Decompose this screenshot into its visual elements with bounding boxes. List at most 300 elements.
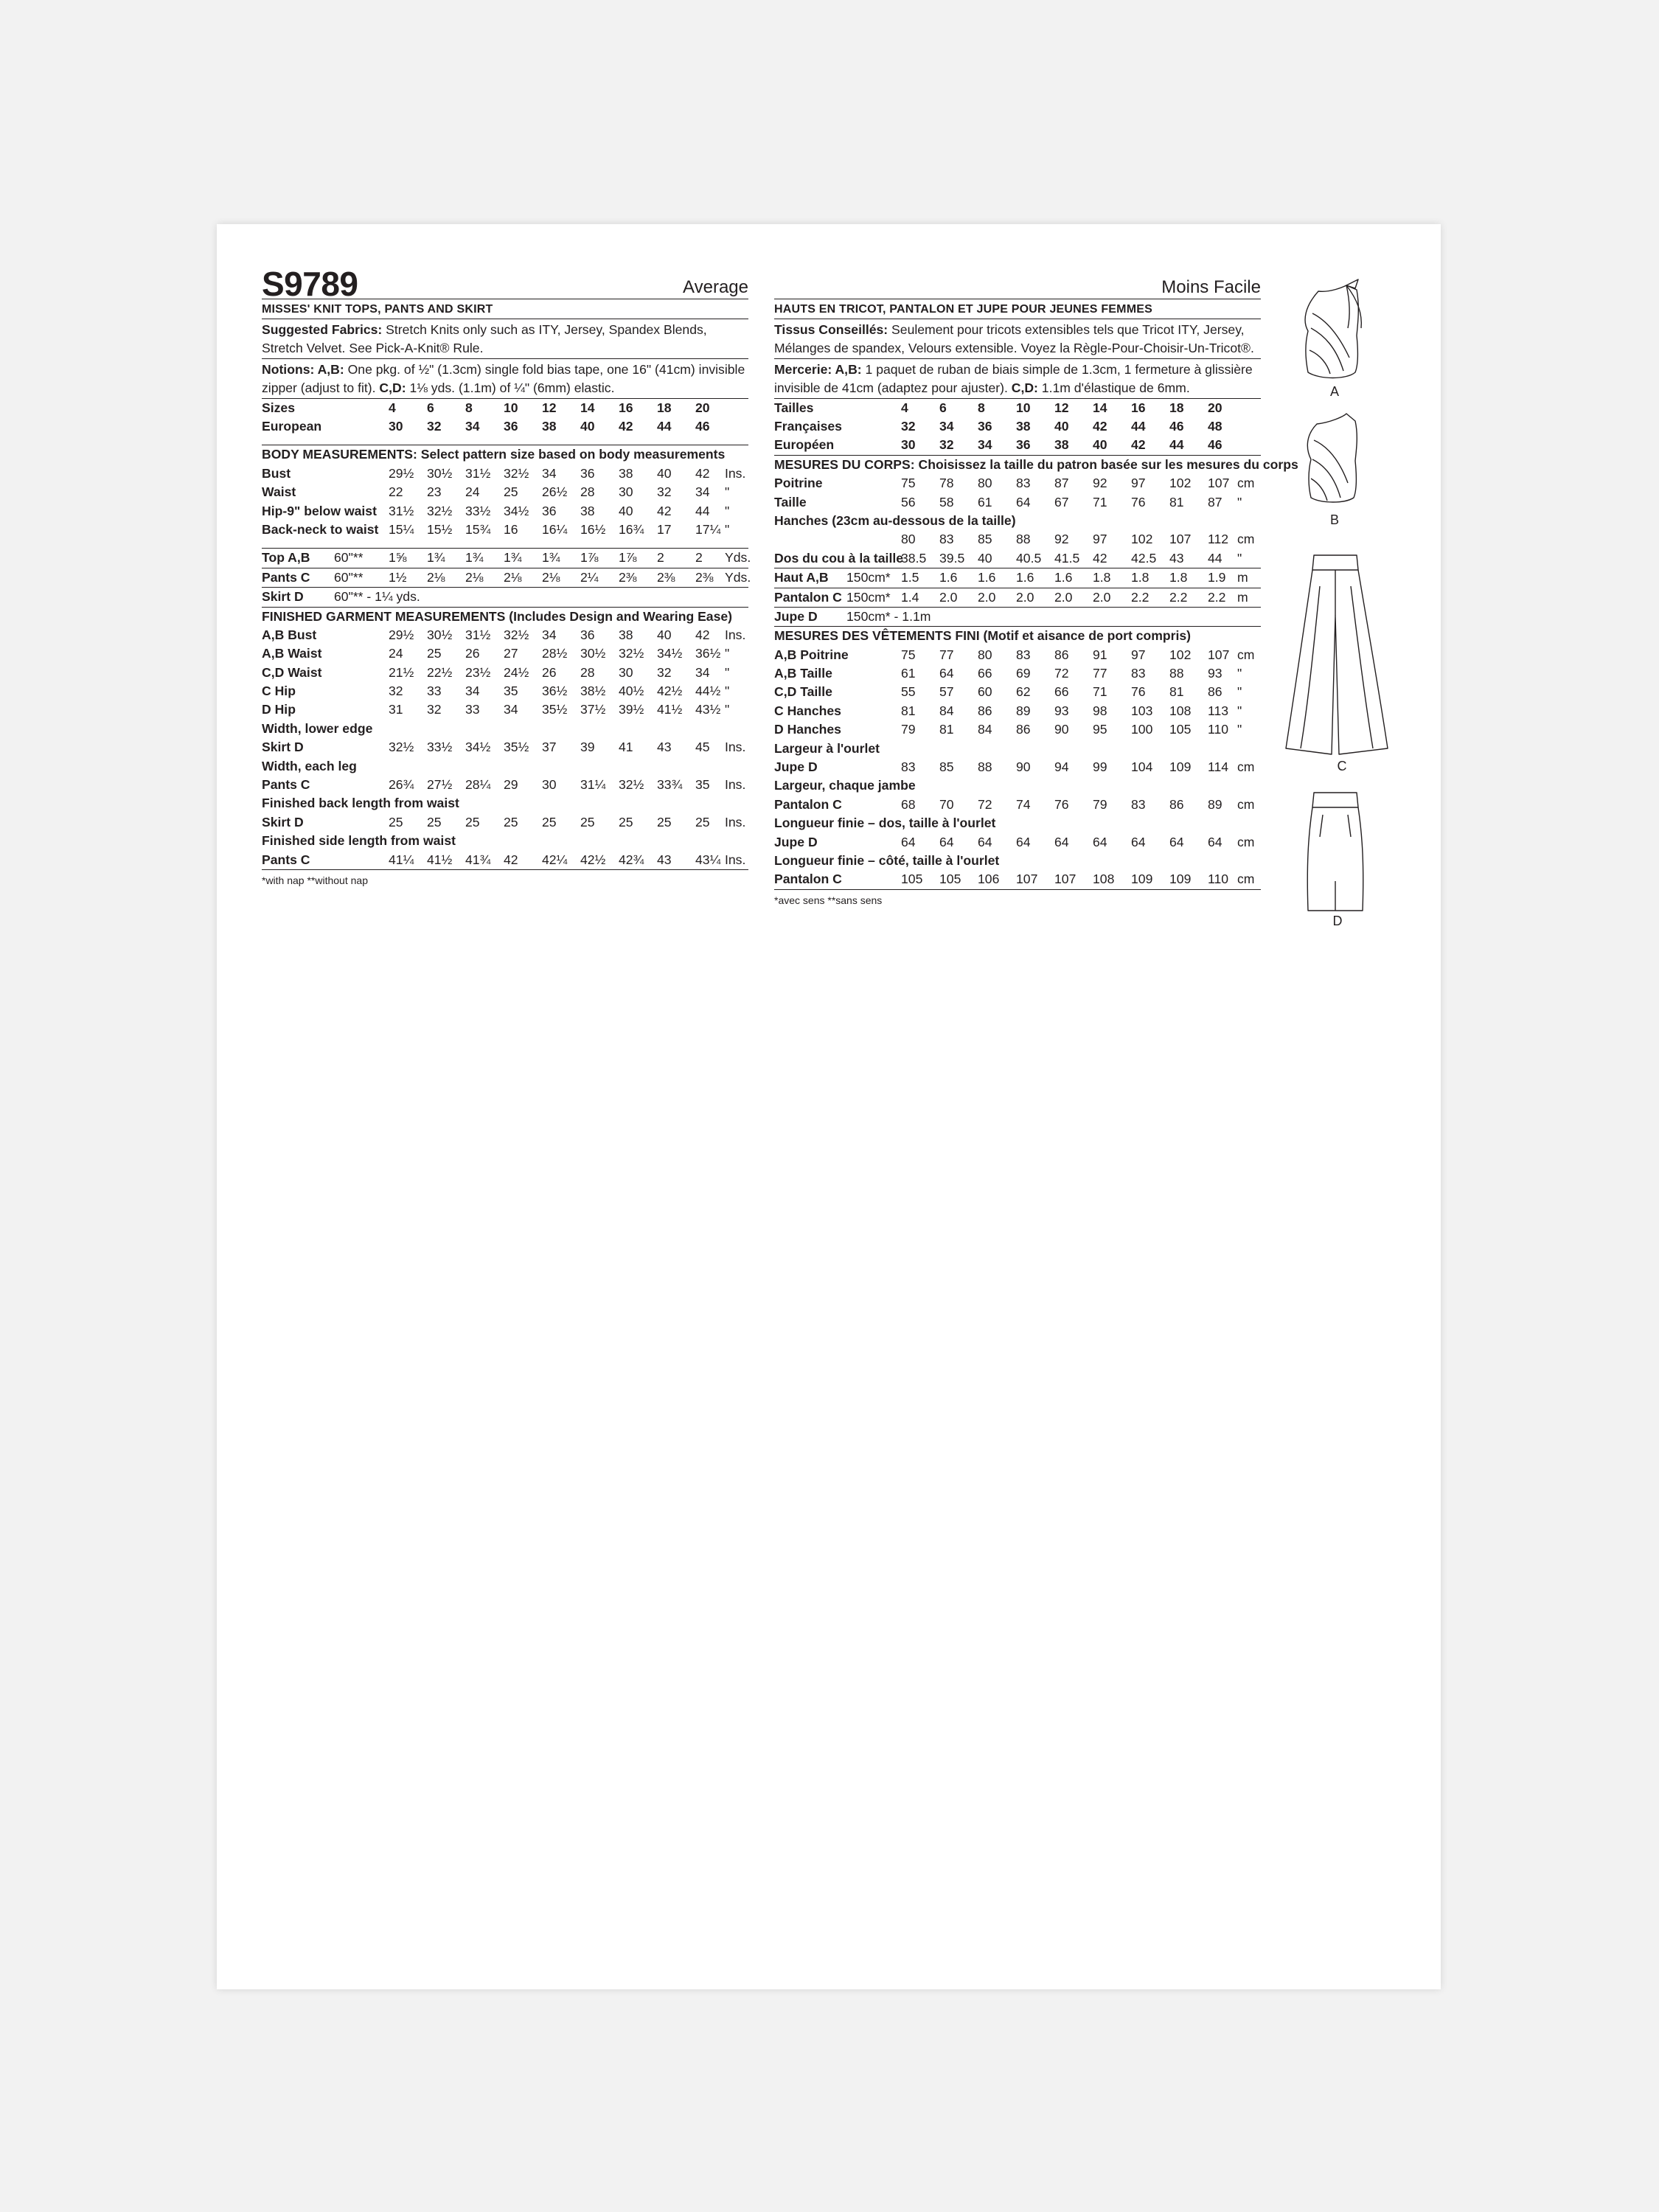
notions-cd-label-fr: C,D: (1011, 380, 1038, 396)
table-cell: 32½ (427, 503, 453, 518)
table-row (774, 796, 1261, 814)
section-heading: Finished back length from waist (262, 796, 459, 811)
table-cell: 84 (939, 703, 954, 718)
row-label: Skirt D (262, 589, 304, 605)
section-heading: BODY MEASUREMENTS: Select pattern size based on body measurements (262, 447, 726, 462)
table-cell: 44 (695, 503, 710, 518)
table-cell: 35 (695, 777, 710, 793)
table-row (774, 702, 1261, 720)
table-cell: 14 (580, 400, 595, 415)
pencil-skirt-icon (1307, 793, 1363, 911)
row-unit: cm (1237, 796, 1255, 812)
table-cell: 1¾ (504, 550, 522, 566)
table-cell: 30 (542, 777, 557, 793)
illustration-label-c: C (1337, 759, 1347, 773)
difficulty-label-fr: Moins Facile (1161, 277, 1261, 297)
table-cell: 1.9 (1208, 570, 1226, 585)
table-cell: 106 (978, 872, 1000, 887)
finished-measurements (262, 608, 748, 870)
row-label: Jupe D (774, 608, 818, 624)
table-row (262, 588, 748, 607)
row-label: Top A,B (262, 550, 310, 566)
table-cell: 86 (978, 703, 992, 718)
table-cell: 15¾ (465, 521, 491, 537)
row-width: 150cm* (846, 570, 891, 585)
table-cell: 64 (1169, 834, 1184, 849)
table-cell: 25 (695, 814, 710, 830)
table-cell: 26 (542, 664, 557, 680)
table-cell: 36 (978, 419, 992, 434)
table-cell: 114 (1208, 759, 1229, 775)
table-cell: 97 (1093, 532, 1107, 547)
table-cell: 88 (978, 759, 992, 775)
table-cell: 2⅜ (695, 569, 714, 585)
fabrics-label-fr: Tissus Conseillés: (774, 322, 888, 337)
row-label: Pants C (262, 777, 310, 793)
table-cell: 42 (657, 503, 672, 518)
table-cell: 42 (1093, 419, 1107, 434)
table-cell: 18 (657, 400, 672, 415)
table-cell: 102 (1131, 532, 1153, 547)
table-cell: 87 (1208, 494, 1222, 509)
table-cell: 23 (427, 484, 442, 500)
table-cell: 39 (580, 740, 595, 755)
table-cell: 71 (1093, 494, 1107, 509)
table-cell: 89 (1208, 796, 1222, 812)
table-cell: 43 (657, 852, 672, 867)
table-cell: 10 (504, 400, 518, 415)
notions-cd-label: C,D: (379, 380, 406, 396)
table-cell: 67 (1054, 494, 1069, 509)
table-cell: 34 (978, 437, 992, 453)
table-cell: 95 (1093, 722, 1107, 737)
table-cell: 40 (1054, 419, 1069, 434)
table-cell: 91 (1093, 647, 1107, 662)
body-measurements (262, 445, 748, 549)
row-text: 60"** - 1¼ yds. (334, 589, 420, 605)
table-cell: 30 (901, 437, 916, 453)
table-cell: 113 (1208, 703, 1229, 718)
suggested-fabrics (262, 319, 748, 359)
notions-cd-text-fr: 1.1m d'élastique de 6mm. (1037, 380, 1190, 396)
table-cell: 1⅞ (580, 550, 599, 566)
header-en (262, 262, 748, 303)
table-cell: 61 (978, 494, 992, 509)
table-cell: 57 (939, 684, 954, 700)
yardage-table (262, 549, 751, 607)
row-label: A,B Taille (774, 666, 832, 681)
table-row (774, 758, 1261, 776)
table-cell: 72 (978, 796, 992, 812)
section-heading: FINISHED GARMENT MEASUREMENTS (Includes Design and Wearing Ease) (262, 608, 733, 624)
table-row (262, 813, 748, 832)
section-heading: MESURES DU CORPS: Choisissez la taille du patron basée sur les mesures du corps (774, 456, 1298, 472)
table-cell: 64 (901, 834, 916, 849)
table-row (262, 483, 748, 501)
table-cell: 25 (504, 484, 518, 500)
table-cell: 1.5 (901, 570, 919, 585)
table-cell: 28¼ (465, 777, 491, 793)
table-cell: 2.0 (1016, 589, 1034, 605)
table-cell: 29 (504, 777, 518, 793)
table-cell: 34 (695, 664, 710, 680)
footnote-fr: *avec sens **sans sens (774, 894, 883, 906)
table-cell: 16¼ (542, 521, 568, 537)
difficulty-label: Average (683, 277, 748, 297)
table-cell: 108 (1169, 703, 1192, 718)
table-cell: 40 (1093, 437, 1107, 453)
table-cell: 29½ (389, 627, 414, 642)
table-cell: 1½ (389, 569, 407, 585)
table-cell: 35½ (504, 740, 529, 755)
section-heading: Width, each leg (262, 758, 357, 773)
table-cell: 2.0 (978, 589, 996, 605)
table-row (262, 682, 748, 700)
table-cell: 94 (1054, 759, 1069, 775)
table-cell: 42 (1131, 437, 1146, 453)
table-cell: 85 (939, 759, 954, 775)
table-cell: 79 (1093, 796, 1107, 812)
table-cell: 83 (939, 532, 954, 547)
table-cell: 33½ (465, 503, 491, 518)
row-unit: " (725, 684, 730, 699)
section-heading: Largeur, chaque jambe (774, 778, 916, 793)
table-cell: 26 (465, 646, 480, 661)
table-cell: 44½ (695, 684, 721, 699)
table-cell: 2.2 (1169, 589, 1188, 605)
table-cell: 66 (1054, 684, 1069, 700)
table-cell: 22 (389, 484, 403, 500)
table-cell: 46 (1208, 437, 1222, 453)
table-cell: 78 (939, 476, 954, 491)
table-cell: 40 (978, 550, 992, 566)
table-cell: 76 (1131, 494, 1146, 509)
table-cell: 88 (1016, 532, 1031, 547)
yardage-table-fr (774, 568, 1261, 627)
table-cell: 34½ (465, 740, 491, 755)
table-cell: 56 (901, 494, 916, 509)
table-cell: 6 (939, 400, 947, 415)
row-label: C Hip (262, 684, 296, 699)
section-heading: Largeur à l'ourlet (774, 740, 880, 756)
table-cell: 42½ (657, 684, 683, 699)
table-cell: 26¾ (389, 777, 414, 793)
row-label: A,B Bust (262, 627, 317, 642)
notions-label: Notions: A,B: (262, 361, 344, 377)
row-unit: cm (1237, 647, 1255, 662)
table-cell: 42 (695, 627, 710, 642)
row-unit: " (1237, 703, 1242, 718)
illustration-label-d: D (1332, 914, 1343, 925)
row-label: A,B Poitrine (774, 647, 849, 662)
fabrics-text-fr: Seulement pour tricots extensibles tels que Tricot ITY, Jersey, Mélanges de spandex, Velours extensible. Voyez la Règle-Pour-Choisir-Un-Tricot®. (774, 322, 1254, 356)
row-label: C,D Taille (774, 684, 832, 700)
table-cell: 81 (1169, 684, 1184, 700)
table-row (262, 776, 748, 794)
table-cell: 34 (939, 419, 954, 434)
table-cell: 76 (1131, 684, 1146, 700)
table-cell: 44 (1208, 550, 1222, 566)
row-unit: " (725, 484, 730, 500)
row-label: C,D Waist (262, 664, 322, 680)
table-row (262, 417, 748, 436)
row-unit: cm (1237, 834, 1255, 849)
table-cell: 44 (1169, 437, 1184, 453)
table-cell: 107 (1016, 872, 1038, 887)
table-cell: 1.4 (901, 589, 919, 605)
table-cell: 1.6 (978, 570, 996, 585)
table-cell: 31½ (465, 465, 491, 481)
table-cell: 70 (939, 796, 954, 812)
table-cell: 1.8 (1131, 570, 1150, 585)
table-cell: 30 (619, 664, 633, 680)
table-cell: 43 (1169, 550, 1184, 566)
table-cell: 61 (901, 666, 916, 681)
table-cell: 46 (695, 419, 710, 434)
row-label: D Hanches (774, 722, 841, 737)
table-cell: 77 (939, 647, 954, 662)
row-label: C Hanches (774, 703, 841, 718)
table-cell: 20 (1208, 400, 1222, 415)
row-unit: " (725, 664, 730, 680)
table-cell: 16 (1131, 400, 1146, 415)
table-cell: 34 (465, 684, 480, 699)
row-label: Pantalon C (774, 872, 842, 887)
table-cell: 4 (389, 400, 396, 415)
table-cell: 38 (542, 419, 557, 434)
table-cell: 102 (1169, 476, 1192, 491)
table-cell: 64 (978, 834, 992, 849)
table-cell: 86 (1169, 796, 1184, 812)
table-cell: 20 (695, 400, 710, 415)
row-unit: " (1237, 666, 1242, 681)
table-cell: 34 (695, 484, 710, 500)
table-cell: 104 (1131, 759, 1153, 775)
row-label: Poitrine (774, 476, 823, 491)
table-cell: 34 (465, 419, 480, 434)
row-label: Dos du cou à la taille (774, 550, 904, 566)
table-cell: 40½ (619, 684, 644, 699)
table-cell: 83 (1131, 796, 1146, 812)
table-cell: 75 (901, 647, 916, 662)
table-cell: 34½ (504, 503, 529, 518)
table-cell: 81 (901, 703, 916, 718)
row-label: Taille (774, 494, 807, 509)
row-unit: Ins. (725, 814, 746, 830)
table-cell: 25 (657, 814, 672, 830)
table-row (774, 720, 1261, 739)
table-cell: 35½ (542, 702, 568, 717)
section-heading: Finished side length from waist (262, 833, 456, 849)
table-cell: 36½ (695, 646, 721, 661)
table-cell: 46 (1169, 419, 1184, 434)
row-label: Waist (262, 484, 296, 500)
table-cell: 1.8 (1169, 570, 1188, 585)
table-cell: 2.0 (1054, 589, 1073, 605)
row-width: 60"** (334, 550, 364, 566)
row-label: Pantalon C (774, 589, 842, 605)
table-cell: 1.6 (939, 570, 958, 585)
table-cell: 32 (427, 419, 442, 434)
row-unit: " (1237, 550, 1242, 566)
table-cell: 41 (619, 740, 633, 755)
row-unit: " (725, 503, 730, 518)
table-cell: 80 (901, 532, 916, 547)
table-cell: 27 (504, 646, 518, 661)
table-cell: 105 (939, 872, 961, 887)
table-cell: 31 (389, 702, 403, 717)
table-cell: 28½ (542, 646, 568, 661)
mercerie (774, 359, 1261, 399)
row-label: Jupe D (774, 834, 818, 849)
row-unit: " (725, 646, 730, 661)
table-cell: 42¼ (542, 852, 568, 867)
table-row (262, 626, 748, 644)
one-shoulder-top-tie-icon (1305, 279, 1361, 378)
table-cell: 105 (901, 872, 923, 887)
table-cell: 93 (1054, 703, 1069, 718)
table-cell: 40 (619, 503, 633, 518)
table-row (774, 436, 1261, 454)
notions-text-fr: 1 paquet de ruban de biais simple de 1.3cm, 1 fermeture à glissière invisible de 41cm (adaptez pour ajuster). (774, 361, 1253, 396)
table-cell: 2.0 (939, 589, 958, 605)
table-cell: 1¾ (465, 550, 484, 566)
table-row (774, 530, 1261, 549)
table-cell: 88 (1169, 666, 1184, 681)
notions-label-fr: Mercerie: A,B: (774, 361, 862, 377)
table-row (774, 417, 1261, 436)
table-cell: 27½ (427, 777, 453, 793)
table-cell: 86 (1016, 722, 1031, 737)
table-cell: 38 (619, 627, 633, 642)
table-cell: 44 (1131, 419, 1146, 434)
row-label: Sizes (262, 400, 295, 415)
table-cell: 32 (389, 684, 403, 699)
table-cell: 25 (504, 814, 518, 830)
row-label: D Hip (262, 702, 296, 717)
table-cell: 42¾ (619, 852, 644, 867)
table-cell: 112 (1208, 532, 1229, 547)
table-cell: 72 (1054, 666, 1069, 681)
table-cell: 42.5 (1131, 550, 1157, 566)
table-cell: 110 (1208, 872, 1229, 887)
table-cell: 86 (1208, 684, 1222, 700)
table-cell: 32 (427, 702, 442, 717)
table-cell: 75 (901, 476, 916, 491)
row-unit: cm (1237, 532, 1255, 547)
table-cell: 74 (1016, 796, 1031, 812)
table-cell: 30 (619, 484, 633, 500)
table-row (774, 399, 1261, 417)
table-cell: 14 (1093, 400, 1107, 415)
table-row (262, 549, 751, 568)
table-cell: 33½ (427, 740, 453, 755)
table-cell: 32½ (619, 646, 644, 661)
table-cell: 32 (939, 437, 954, 453)
table-cell: 24 (465, 484, 480, 500)
table-cell: 83 (901, 759, 916, 775)
table-cell: 32½ (504, 465, 529, 481)
table-cell: 107 (1054, 872, 1077, 887)
table-row (262, 399, 748, 417)
table-cell: 64 (1208, 834, 1222, 849)
row-label: Skirt D (262, 740, 304, 755)
table-cell: 58 (939, 494, 954, 509)
table-cell: 62 (1016, 684, 1031, 700)
table-cell: 1.6 (1054, 570, 1073, 585)
section-heading: Longueur finie – dos, taille à l'ourlet (774, 815, 996, 831)
table-cell: 109 (1131, 872, 1153, 887)
section-heading: Width, lower edge (262, 720, 373, 736)
table-cell: 40 (580, 419, 595, 434)
table-cell: 102 (1169, 647, 1192, 662)
table-cell: 32 (657, 484, 672, 500)
row-label: Back-neck to waist (262, 521, 379, 537)
table-cell: 2⅜ (657, 569, 675, 585)
table-cell: 31¼ (580, 777, 606, 793)
table-cell: 83 (1131, 666, 1146, 681)
table-cell: 2⅜ (619, 569, 637, 585)
table-cell: 68 (901, 796, 916, 812)
table-cell: 15¼ (389, 521, 414, 537)
illustration-label-b: B (1329, 512, 1340, 527)
table-cell: 105 (1169, 722, 1192, 737)
table-cell: 2⅛ (542, 569, 560, 585)
section-heading: Longueur finie – côté, taille à l'ourlet (774, 853, 1000, 868)
row-unit: " (725, 702, 730, 717)
table-cell: 69 (1016, 666, 1031, 681)
table-cell: 8 (978, 400, 985, 415)
table-cell: 64 (1054, 834, 1069, 849)
table-cell: 97 (1131, 476, 1146, 491)
table-cell: 18 (1169, 400, 1184, 415)
table-cell: 6 (427, 400, 434, 415)
table-cell: 30½ (580, 646, 606, 661)
table-cell: 2⅛ (465, 569, 484, 585)
table-cell: 66 (978, 666, 992, 681)
table-row (774, 664, 1261, 683)
table-cell: 15½ (427, 521, 453, 537)
table-cell: 109 (1169, 759, 1192, 775)
table-cell: 81 (1169, 494, 1184, 509)
row-unit: Ins. (725, 852, 746, 867)
row-unit: Yds. (725, 550, 751, 566)
table-cell: 110 (1208, 722, 1229, 737)
table-row (262, 465, 748, 483)
table-cell: 60 (978, 684, 992, 700)
table-cell: 98 (1093, 703, 1107, 718)
table-cell: 1¾ (542, 550, 560, 566)
table-cell: 97 (1131, 647, 1146, 662)
table-cell: 37½ (580, 702, 606, 717)
table-cell: 30½ (427, 627, 453, 642)
table-cell: 2.2 (1131, 589, 1150, 605)
table-cell: 80 (978, 647, 992, 662)
table-cell: 41¾ (465, 852, 491, 867)
section-heading: MESURES DES VÊTEMENTS FINI (Motif et aisance de port compris) (774, 628, 1192, 644)
table-cell: 43¼ (695, 852, 721, 867)
table-cell: 42 (1093, 550, 1107, 566)
table-cell: 41¼ (389, 852, 414, 867)
table-cell: 34 (542, 465, 557, 481)
table-cell: 90 (1016, 759, 1031, 775)
table-cell: 33 (427, 684, 442, 699)
garment-illustrations (1276, 276, 1401, 925)
table-cell: 38.5 (901, 550, 927, 566)
table-cell: 39½ (619, 702, 644, 717)
row-unit: cm (1237, 759, 1255, 775)
table-cell: 25 (465, 814, 480, 830)
